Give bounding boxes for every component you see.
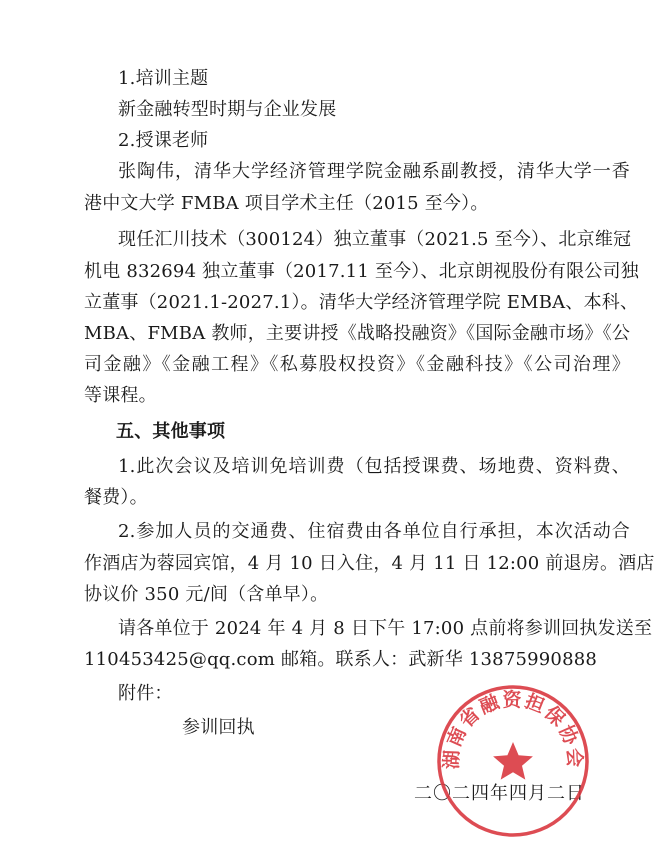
seal-star-icon <box>493 742 533 780</box>
teacher-bio-line: 张陶伟，清华大学经济管理学院金融系副教授，清华大学一香 <box>118 161 630 182</box>
official-seal-stamp <box>434 682 592 840</box>
attachment-label: 附件： <box>118 683 173 704</box>
teacher-bio-line: 港中文大学 FMBA 项目学术主任（2015 至今）。 <box>84 193 489 214</box>
svg-text:湖南省融资担保协会: 湖南省融资担保协会 <box>440 689 586 770</box>
teacher-bio-line: 司金融》《金融工程》《私募股权投资》《金融科技》《公司治理》 <box>84 354 630 375</box>
contact-line: 110453425@qq.com 邮箱。联系人：武新华 13875990888 <box>84 649 598 670</box>
section-teacher-heading: 2.授课老师 <box>118 130 209 151</box>
teacher-bio-line: 机电 832694 独立董事（2017.11 至今）、北京朗视股份有限公司独 <box>84 261 639 282</box>
submission-line: 请各单位于 2024 年 4 月 8 日下午 17:00 点前将参训回执发送至 <box>118 618 653 639</box>
other-item-line: 协议价 350 元/间（含单早）。 <box>84 584 329 605</box>
teacher-bio-line: 立董事（2021.1-2027.1）。清华大学经济管理学院 EMBA、本科、 <box>84 292 639 313</box>
other-item-line: 1.此次会议及培训免培训费（包括授课费、场地费、资料费、 <box>118 456 630 477</box>
topic-text: 新金融转型时期与企业发展 <box>118 99 337 120</box>
issue-date: 二〇二四年四月二日 <box>414 783 585 804</box>
section-other-heading: 五、其他事项 <box>116 421 226 442</box>
other-item-line: 2.参加人员的交通费、住宿费由各单位自行承担，本次活动合 <box>118 521 630 542</box>
teacher-bio-line: 等课程。 <box>84 385 157 406</box>
section-topic-heading: 1.培训主题 <box>118 68 209 89</box>
teacher-bio-line: MBA、FMBA 教师，主要讲授《战略投融资》《国际金融市场》《公 <box>84 323 631 344</box>
attachment-item: 参训回执 <box>182 717 255 738</box>
other-item-line: 作酒店为蓉园宾馆，4 月 10 日入住，4 月 11 日 12:00 前退房。酒店 <box>84 553 655 574</box>
other-item-line: 餐费）。 <box>84 487 148 508</box>
teacher-bio-line: 现任汇川技术（300124）独立董事（2021.5 至今）、北京维冠 <box>118 229 632 250</box>
